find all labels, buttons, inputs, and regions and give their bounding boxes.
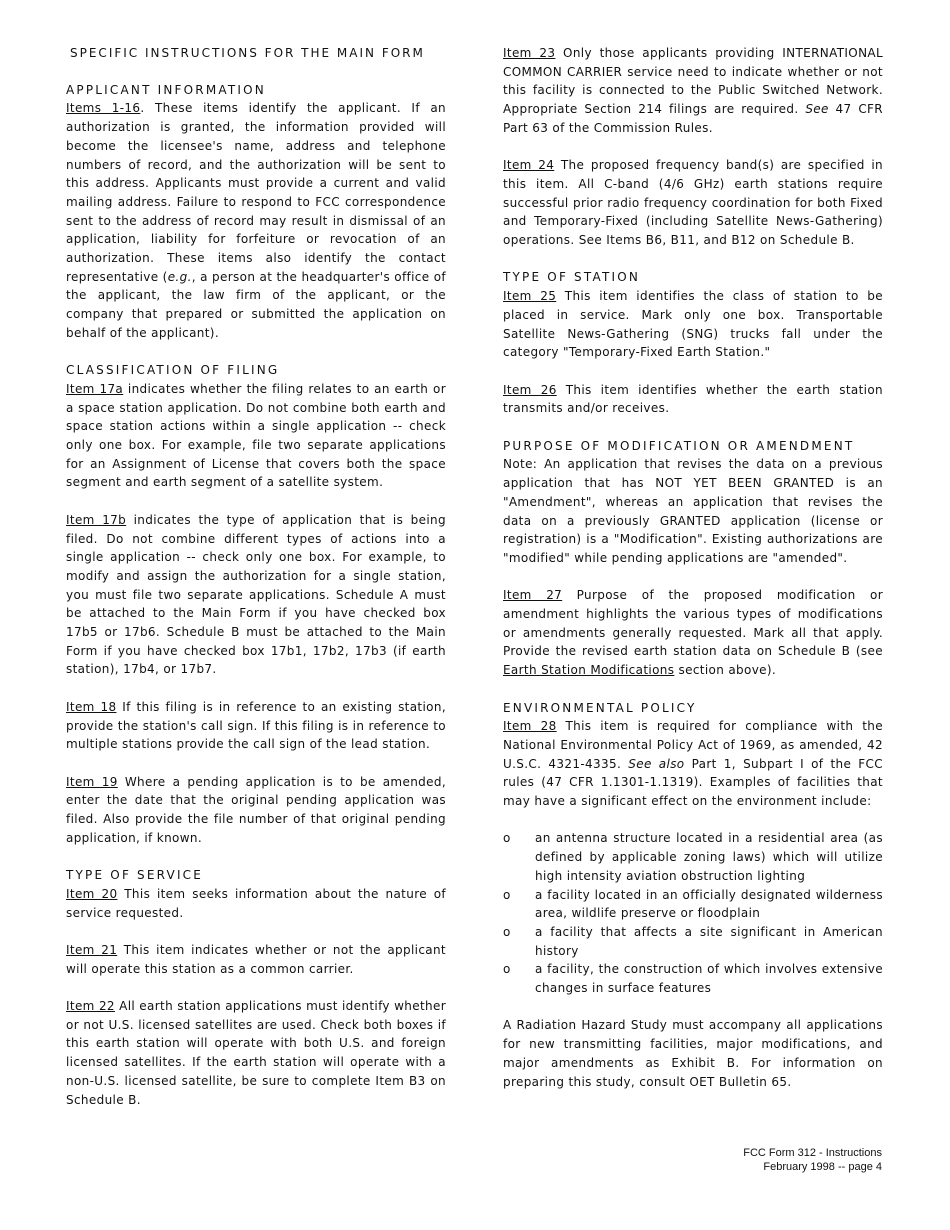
item-17b-paragraph: Item 17b indicates the type of application that is being filed. Do not combine different types of actions into a single application -- check only one box. For example, to modify and assign the authorization for a single station, you must file two separate applications. Schedule A must be attached to the Main Form if you have checked box 17b5 or 17b6. Schedule B must be attached to the Main Form if you have checked box 17b1, 17b2, 17b3 (if earth station), 17b4, or 17b7. (66, 512, 446, 677)
item-28-ref: Item 28 (503, 719, 557, 734)
applicant-information-heading: APPLICANT INFORMATION (66, 82, 266, 97)
environmental-examples-list (503, 829, 883, 997)
footer-page-info: February 1998 -- page 4 (763, 1161, 882, 1173)
item-22-ref: Item 22 (66, 999, 115, 1014)
page-footer (743, 1146, 882, 1174)
item-25-ref: Item 25 (503, 289, 557, 304)
item-20-paragraph: Item 20 This item seeks information about the nature of service requested. (66, 886, 446, 920)
amendment-note: Note: An application that revises the data on a previous application that has NOT YET BEEN GRANTED is an "Amendment", whereas an application that revises the data on a previously GRANTED application (license or registration) is a "Modification". Existing authorizations are "modified" while pending applications are "amended". (503, 457, 883, 565)
item-21-paragraph: Item 21 This item indicates whether or not the applicant will operate this station as a common carrier. (66, 942, 446, 976)
environmental-policy-heading: ENVIRONMENTAL POLICY (503, 700, 697, 715)
item-19-ref: Item 19 (66, 774, 118, 789)
item-18-paragraph: Item 18 If this filing is in reference to an existing station, provide the station's call sign. If this filing is in reference to multiple stations provide the call sign of the lead station. (66, 699, 446, 752)
item-26-paragraph: Item 26 This item identifies whether the earth station transmits and/or receives. (503, 382, 883, 416)
list-item: o a facility, the construction of which involves extensive changes in surface features (503, 962, 883, 996)
earth-station-modifications-link: Earth Station Modifications (503, 663, 675, 678)
page-title: SPECIFIC INSTRUCTIONS FOR THE MAIN FORM (70, 46, 425, 60)
list-item: o an antenna structure located in a residential area (as defined by applicable zoning laws) which will utilize high intensity aviation obstruction lighting (503, 831, 883, 883)
item-17a-paragraph: Item 17a indicates whether the filing relates to an earth or a space station application. Do not combine both earth and space station actions within a single application -- check only one box. For example, file two separate applications for an Assignment of License that covers both the space segment and earth segment of a satellite system. (66, 381, 446, 490)
item-19-paragraph: Item 19 Where a pending application is to be amended, enter the date that the original pending application was filed. Also provide the file number of that original pending application, if known. (66, 774, 446, 845)
item-23-ref: Item 23 (503, 46, 556, 60)
classification-heading: CLASSIFICATION OF FILING (66, 363, 280, 378)
item-24-ref: Item 24 (503, 158, 555, 173)
item-20-ref: Item 20 (66, 886, 118, 901)
items-1-16-ref: Items 1-16 (66, 101, 141, 116)
radiation-hazard-paragraph: A Radiation Hazard Study must accompany all applications for new transmitting facilities, major modifications, and major amendments as Exhibit B. For information on preparing this study, consult OET Bulletin 65. (503, 1018, 883, 1089)
left-column (66, 44, 446, 1128)
items-1-16-paragraph: Items 1-16. These items identify the applicant. If an authorization is granted, the information provided will become the licensee's name, address and telephone numbers of record, and the authorization will be sent to this address. Applicants must provide a current and valid mailing address. Failure to respond to FCC correspondence sent to the address of record may result in dismissal of an application, liability for forfeiture or revocation of an authorization. These items also identify the contact representative (e.g., a person at the headquarter's office of the applicant, the law firm of the applicant, or the company that prepared or submitted the application on behalf of the applicant). (66, 101, 446, 340)
item-18-ref: Item 18 (66, 699, 117, 714)
footer-form-name: FCC Form 312 - Instructions (743, 1147, 882, 1159)
list-item: o a facility that affects a site significant in American history (503, 924, 883, 958)
item-22-paragraph: Item 22 All earth station applications must identify whether or not U.S. licensed satellites are used. Check both boxes if this earth station will operate with both U.S. and foreign licensed satellites. If the earth station will operate with a non-U.S. licensed satellite, be sure to complete Item B3 on Schedule B. (66, 999, 446, 1107)
item-27-ref: Item 27 (503, 588, 563, 603)
item-17a-ref: Item 17a (66, 381, 124, 396)
item-27-paragraph: Item 27 Purpose of the proposed modification or amendment highlights the various types of modifications or amendments generally requested. Mark all that apply. Provide the revised earth station data on Schedule B (see Earth Station Modifications section above). (503, 588, 883, 678)
right-column (503, 44, 883, 1110)
item-21-ref: Item 21 (66, 942, 118, 957)
item-17b-ref: Item 17b (66, 512, 127, 527)
item-24-paragraph: Item 24 The proposed frequency band(s) are specified in this item. All C-band (4/6 GHz) earth stations require successful prior radio frequency coordination for both Fixed and Temporary-Fixed (including Satellite News-Gathering) operations. See Items B6, B11, and B12 on Schedule B. (503, 158, 883, 248)
type-of-service-heading: TYPE OF SERVICE (66, 868, 204, 883)
purpose-heading: PURPOSE OF MODIFICATION OR AMENDMENT (503, 438, 855, 453)
item-28-paragraph: Item 28 This item is required for compliance with the National Environmental Policy Act of 1969, as amended, 42 U.S.C. 4321-4335. See also Part 1, Subpart I of the FCC rules (47 CFR 1.1301-1.1319). Examples of facilities that may have a significant effect on the environment include: (503, 719, 884, 809)
item-25-paragraph: Item 25 This item identifies the class of station to be placed in service. Mark only one box. Transportable Satellite News-Gathering (SNG) trucks fall under the category "Temporary-Fixed Earth Station." (503, 289, 883, 360)
type-of-station-heading: TYPE OF STATION (503, 270, 641, 285)
list-item: o a facility located in an officially designated wilderness area, wildlife preserve or floodplain (503, 887, 883, 921)
item-26-ref: Item 26 (503, 382, 557, 397)
item-23-paragraph: Item 23 Only those applicants providing INTERNATIONAL COMMON CARRIER service need to indicate whether or not this facility is connected to the Public Switched Network. Appropriate Section 214 filings are required. See 47 CFR Part 63 of the Commission Rules. (503, 46, 883, 135)
